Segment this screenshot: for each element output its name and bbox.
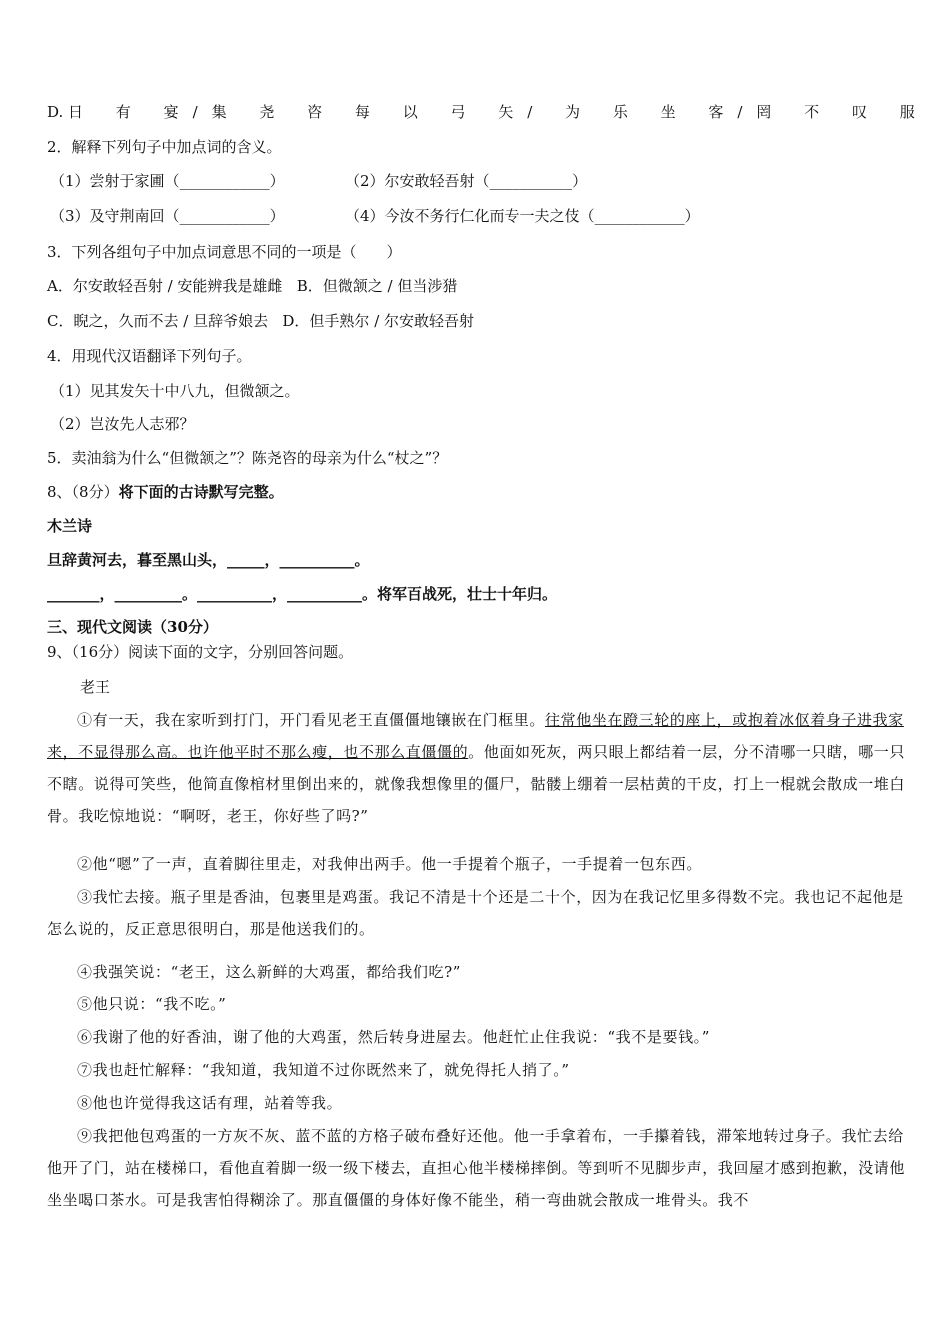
passage-paragraph-7: ⑦我也赶忙解释：“我知道，我知道不过你既然来了，就免得托人捎了。” bbox=[77, 1061, 570, 1079]
q3-option-b[interactable]: B．但微颔之 / 但当涉猎 bbox=[296, 277, 458, 295]
poem-line-2[interactable]: _______，_________。__________，__________。将军百战死，壮士十年归。 bbox=[47, 585, 558, 603]
q4-item-1: （1）见其发矢十中八九，但微颔之。 bbox=[50, 382, 300, 400]
passage-paragraph-2: ②他“嗯”了一声，直着脚往里走，对我伸出两手。他一手提着个瓶子，一手提着一包东西。 bbox=[77, 855, 702, 873]
passage-title: 老王 bbox=[80, 678, 111, 696]
passage-paragraph-5: ⑤他只说：“我不吃。” bbox=[77, 995, 227, 1013]
section-3-title: 三、现代文阅读（30分） bbox=[47, 618, 218, 636]
underlined-sentence: 往常他坐在蹬三轮的座上，或抱着冰伛着身子进我家来，不显得那么高。也许他平时不那么瘦，也不那么直僵僵的 bbox=[47, 711, 904, 761]
q2-item-3: （3）及守荆南回（____________） bbox=[50, 207, 285, 225]
poem-line-1[interactable]: 旦辞黄河去，暮至黑山头，_____，__________。 bbox=[47, 551, 370, 569]
q3-options-cd bbox=[47, 311, 474, 331]
q4-stem: 4．用现代汉语翻译下列句子。 bbox=[47, 347, 252, 365]
passage-paragraph-8: ⑧他也许觉得我这话有理，站着等我。 bbox=[77, 1094, 343, 1112]
answer-blank[interactable]: ____________ bbox=[594, 207, 685, 225]
q4-item-2: （2）岂汝先人志邪？ bbox=[50, 415, 195, 433]
q2-item-4: （4）今汝不务行仁化而专一夫之伎（____________） bbox=[345, 207, 700, 225]
passage-paragraph-9: ⑨我把他包鸡蛋的一方灰不灰、蓝不蓝的方格子破布叠好还他。他一手拿着布，一手攥着钱，滞笨地转过身子。我忙去给他开了门，站在楼梯口，看他直着脚一级一级下楼去，直担心他半楼梯摔倒。等到听不见脚步声，我回屋才感到抱歉，没请他坐坐喝口茶水。可是我害怕得糊涂了。那直僵僵的身体好像不能坐，稍一弯曲就会散成一堆骨头。我不 bbox=[47, 1127, 906, 1209]
answer-blank[interactable]: ____________ bbox=[179, 207, 270, 225]
q3-option-a[interactable]: A．尔安敢轻吾射 / 安能辨我是雄雌 bbox=[47, 277, 283, 295]
q8-header bbox=[47, 482, 284, 502]
q5-stem: 5．卖油翁为什么“但微颔之”？陈尧咨的母亲为什么“杖之”？ bbox=[47, 449, 448, 467]
answer-blank[interactable]: ____________ bbox=[179, 172, 270, 190]
q1-option-d-label: D. bbox=[47, 103, 69, 121]
q1-option-d-text: 日 有 宴/集 尧 咨 每 以 弓 矢/ 为 乐 坐 客/罔 不 叹 服 bbox=[68, 103, 929, 121]
passage-paragraph-1: ①有一天，我在家听到打门，开门看见老王直僵僵地镶嵌在门框里。往常他坐在蹬三轮的座上，或抱着冰伛着身子进我家来，不显得那么高。也许他平时不那么瘦，也不那么直僵僵的。他面如死灰，两只眼上都结着一层，分不清哪一只瞎，哪一只不瞎。说得可笑些，他简直像棺材里倒出来的，就像我想像里的僵尸，骷髅上绷着一层枯黄的干皮，打上一棍就会散成一堆白骨。我吃惊地说：“啊呀，老王，你好些了吗?” bbox=[47, 711, 906, 825]
q8-stem: 将下面的古诗默写完整。 bbox=[118, 483, 284, 501]
q2-item-2: （2）尔安敢轻吾射（___________） bbox=[345, 172, 588, 190]
passage-paragraph-3: ③我忙去接。瓶子里是香油，包裹里是鸡蛋。我记不清是十个还是二十个，因为在我记忆里多得数不完。我也记不起他是怎么说的，反正意思很明白，那是他送我们的。 bbox=[47, 888, 904, 938]
q3-stem: 3．下列各组句子中加点词意思不同的一项是（ ） bbox=[47, 243, 402, 261]
q9-stem: 9、（16分）阅读下面的文字，分别回答问题。 bbox=[47, 643, 354, 661]
q8-number: 8、（8分） bbox=[47, 483, 119, 501]
passage-paragraph-4: ④我强笑说：“老王，这么新鲜的大鸡蛋，都给我们吃?” bbox=[77, 963, 461, 981]
q1-option-d bbox=[47, 102, 929, 122]
q2-item-1: （1）尝射于家圃（____________） bbox=[50, 172, 285, 190]
passage-paragraph-6: ⑥我谢了他的好香油，谢了他的大鸡蛋，然后转身进屋去。他赶忙止住我说：“我不是要钱。” bbox=[77, 1028, 711, 1046]
q3-option-c[interactable]: C．睨之，久而不去 / 旦辞爷娘去 bbox=[47, 312, 269, 330]
poem-title: 木兰诗 bbox=[47, 517, 93, 535]
q3-options-ab bbox=[47, 276, 457, 296]
q2-stem: 2．解释下列句子中加点词的含义。 bbox=[47, 138, 282, 156]
answer-blank[interactable]: ___________ bbox=[489, 172, 573, 190]
q3-option-d[interactable]: D．但手熟尔 / 尔安敢轻吾射 bbox=[282, 312, 475, 330]
